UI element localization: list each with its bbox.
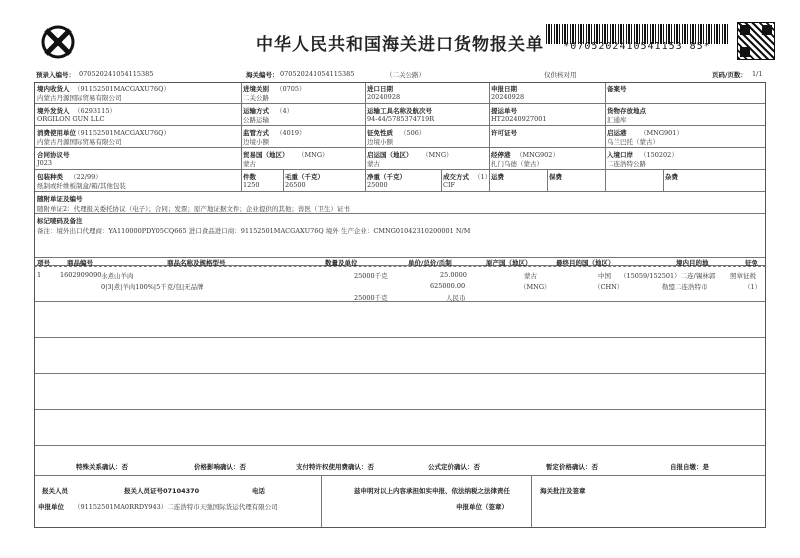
barcode-number: *0705202410541153 85* (563, 41, 711, 52)
deal-code: （1） (474, 173, 492, 181)
license-no-label: 许可证号 (491, 129, 517, 137)
entry-port-value: 二连浩特公路 (607, 160, 646, 168)
customs-no-value: 070520241054115385 (280, 70, 355, 78)
overseas-consignor-code: （6293115） (74, 107, 116, 115)
trade-country-value: 蒙古 (243, 160, 256, 168)
goods-no: 1 (37, 271, 42, 279)
packing-code: （22/99） (70, 173, 102, 181)
goods-header-district: 境内目的地 (676, 259, 709, 267)
storage-place-label: 货物存放地点 (607, 107, 646, 115)
origin-country-code: （MNG） (422, 151, 453, 159)
entry-port-label: 入境口岸 (607, 151, 633, 159)
goods-levy: 照章征税 (730, 272, 756, 280)
statement: 兹申明对以上内容承担如实申报、依法纳税之法律责任 (354, 487, 510, 495)
goods-spec: 0|3|煮|羊肉100%|5千克/包|无品牌 (101, 283, 204, 291)
qr-code (737, 22, 775, 60)
page-label: 页码/页数： (712, 71, 747, 79)
remarks-value: 备注：境外出口代理商：YA110000PDY05CQ665 进口食品进口商：91152501MACGAXU76Q 境外 生产企业：CMNG01042310200001 N/M (37, 227, 471, 235)
special-relation: 特殊关系确认：否 (76, 463, 128, 471)
goods-total: 625000.00 (430, 282, 466, 290)
customs-place: （二关公路） (386, 71, 425, 79)
transport-mode-code: （4） (276, 107, 294, 115)
transport-mode-value: 公路运输 (243, 116, 269, 124)
entry-date-value: 20240928 (367, 93, 401, 101)
phone-label: 电话 (252, 487, 265, 495)
deal-label: 成交方式 (443, 173, 469, 181)
declaration-form (34, 82, 766, 528)
deal-value: CIF (443, 181, 456, 189)
provisional-price: 暂定价格确认：否 (546, 463, 598, 471)
domestic-consignee-value: 内蒙古丹源国际贸易有限公司 (37, 94, 122, 102)
declarant-label: 报关人员 (42, 487, 68, 495)
page-value: 1/1 (752, 70, 763, 78)
domestic-consignee-code: （91152501MACGAXU76Q） (74, 85, 170, 93)
consumer-unit-value: 内蒙古丹源国际贸易有限公司 (37, 138, 122, 146)
departure-port-code: （MNG901） (640, 129, 683, 137)
goods-header-origin: 原产国（地区） (486, 259, 532, 267)
docs-label: 随附单证及编号 (37, 195, 83, 203)
departure-port-value: 乌兰巴托（蒙古） (607, 138, 659, 146)
domestic-consignee-label: 境内收货人 (37, 85, 70, 93)
contract-label: 合同协议号 (37, 151, 70, 159)
royalty: 支付特许权使用费确认：否 (296, 463, 374, 471)
bill-of-lading-value: HT20240927001 (491, 115, 547, 123)
declarant-cert: 报关人员证号07104370 (124, 487, 200, 495)
goods-header-dest: 最终目的国（地区） (556, 259, 615, 267)
supervision-mode-label: 监管方式 (243, 129, 269, 137)
goods-qty1: 25000千克 (354, 272, 388, 280)
self-pay: 自报自缴：是 (670, 463, 709, 471)
net-value: 25000 (367, 181, 388, 189)
goods-header-no: 项号 (37, 259, 50, 267)
levy-nature-label: 征免性质 (367, 129, 393, 137)
pieces-label: 件数 (243, 173, 256, 181)
goods-code: 1602909090 (60, 271, 102, 279)
pre-entry-label: 预录入编号： (36, 71, 75, 79)
departure-port-label: 启运港 (607, 129, 627, 137)
reference-only: 仅供核对用 (544, 71, 577, 79)
goods-origin: 蒙古 (524, 272, 537, 280)
record-no-label: 备案号 (607, 85, 627, 93)
entry-customs-code: （0705） (276, 85, 306, 93)
pre-entry-value: 070520241054115385 (79, 70, 154, 78)
page-title: 中华人民共和国海关进口货物报关单 (256, 35, 544, 55)
declare-date-value: 20240928 (491, 93, 525, 101)
unit-value: （91152501MA0RRDY943）二连浩特市天弛国际货运代理有限公司 (74, 503, 278, 511)
goods-dest: 中国 (598, 272, 611, 280)
bill-of-lading-label: 提运单号 (491, 107, 517, 115)
entry-date-label: 进口日期 (367, 85, 393, 93)
docs-value: 随附单证2：代理报关委托协议（电子）；合同；发票；原产地证据文件；企业提供的其他；兽医（卫生）证书 (37, 205, 350, 213)
origin-country-value: 蒙古 (367, 160, 380, 168)
transit-port-label: 经停港 (491, 151, 511, 159)
goods-district: （15059/152501）二连/锡林郭 (620, 272, 716, 280)
goods-origin-code: （MNG） (520, 283, 551, 291)
levy-nature-code: （506） (400, 129, 426, 137)
net-label: 净重（千克） (367, 173, 406, 181)
transit-port-code: （MNG902） (516, 151, 559, 159)
goods-header-code: 商品编号 (67, 259, 93, 267)
goods-name: 水煮山羊肉 (101, 272, 134, 280)
goods-header-qty: 数量及单位 (325, 259, 358, 267)
transport-mode-label: 运输方式 (243, 107, 269, 115)
supervision-mode-value: 边境小额 (243, 138, 269, 146)
customs-note: 海关批注及签章 (540, 487, 586, 495)
entry-customs-label: 进境关别 (243, 85, 269, 93)
packing-label: 包装种类 (37, 173, 63, 181)
packing-value: 纸制或纤维板制盒/箱/其他包装 (37, 182, 126, 190)
trade-country-code: （MNG） (298, 151, 329, 159)
remarks-label: 标记唛码及备注 (37, 217, 83, 225)
goods-levy-code: （1） (744, 283, 762, 291)
gross-value: 26500 (285, 181, 306, 189)
transport-vehicle-value: 94-44/5785374719R (367, 115, 435, 123)
declare-date-label: 申报日期 (491, 85, 517, 93)
goods-qty2: 25000千克 (354, 294, 388, 302)
goods-unit-price: 25.0000 (440, 271, 467, 279)
storage-place-value: 汇通库 (607, 116, 627, 124)
freight-label: 运费 (491, 173, 504, 181)
contract-value: J023 (37, 159, 53, 167)
insurance-label: 保费 (549, 173, 562, 181)
goods-currency: 人民币 (446, 294, 466, 302)
goods-header-price: 单价/总价/币制 (408, 259, 452, 267)
overseas-consignor-value: ORGILON GUN LLC (37, 115, 105, 123)
goods-dest-code: （CHN） (594, 283, 624, 291)
goods-header-levy: 征免 (745, 259, 758, 267)
declaration-stamp: 申报单位（签章） (456, 503, 508, 511)
unit-label: 申报单位 (38, 503, 64, 511)
overseas-consignor-label: 境外发货人 (37, 107, 70, 115)
price-impact: 价格影响确认：否 (194, 463, 246, 471)
entry-port-code: （150202） (640, 151, 678, 159)
origin-country-label: 启运国（地区） (367, 151, 413, 159)
transit-port-value: 扎门乌德（蒙古） (491, 160, 543, 168)
supervision-mode-code: （4019） (276, 129, 306, 137)
goods-header-name: 商品名称及规格型号 (167, 259, 226, 267)
formula-price: 公式定价确认：否 (428, 463, 480, 471)
goods-district2: 勒盟二连浩特市 (662, 283, 708, 291)
levy-nature-value: 边境小额 (367, 138, 393, 146)
misc-label: 杂费 (665, 173, 678, 181)
trade-country-label: 贸易国（地区） (243, 151, 289, 159)
pieces-value: 1250 (243, 181, 260, 189)
entry-customs-value: 二关公路 (243, 94, 269, 102)
gross-label: 毛重（千克） (285, 173, 324, 181)
consumer-unit-code: （91152501MACGAXU76Q） (74, 129, 170, 137)
consumer-unit-label: 消费使用单位 (37, 129, 76, 137)
customs-no-label: 海关编号： (246, 71, 279, 79)
transport-vehicle-label: 运输工具名称及航次号 (367, 107, 432, 115)
